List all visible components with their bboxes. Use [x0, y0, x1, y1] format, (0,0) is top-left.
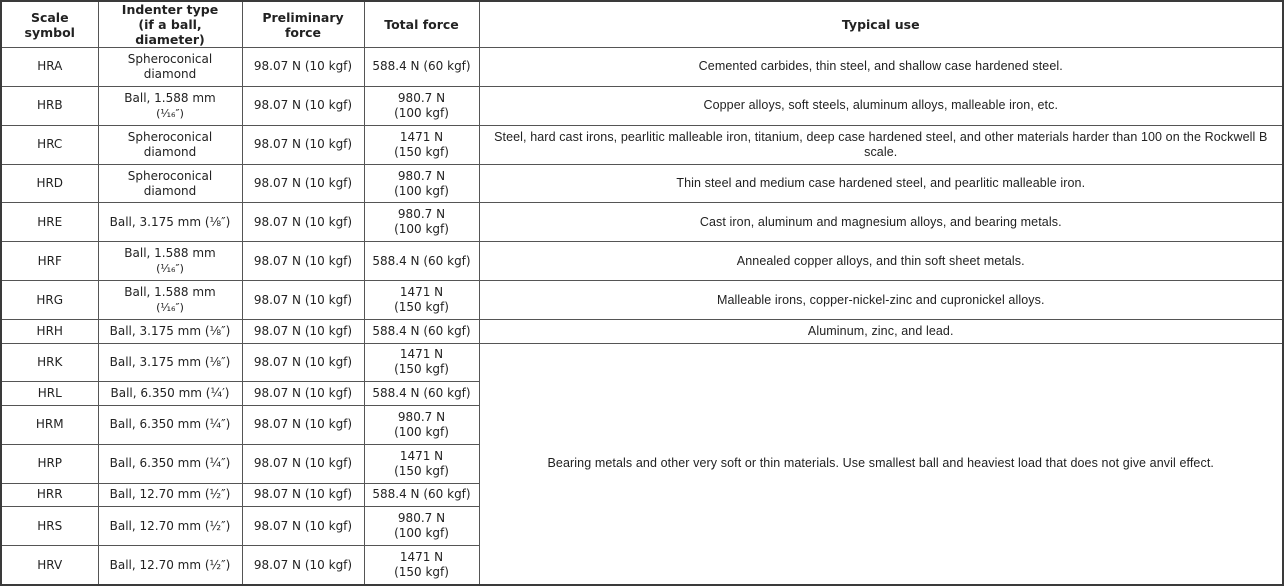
total-force-cell: 588.4 N (60 kgf): [364, 48, 479, 87]
scale-symbol-cell: HRR: [1, 483, 98, 507]
total-force-cell: 1471 N (150 kgf): [364, 281, 479, 320]
typical-use-cell: Steel, hard cast irons, pearlitic malleable iron, titanium, deep case hardened steel, and other materials harder than 100 on the Rockwell B scale.: [479, 125, 1283, 164]
scale-symbol-cell: HRD: [1, 164, 98, 203]
total-force-cell: 980.7 N (100 kgf): [364, 164, 479, 203]
indenter-cell: Spheroconical diamond: [98, 48, 242, 87]
scale-symbol-cell: HRG: [1, 281, 98, 320]
table-row: [1, 320, 1283, 344]
total-force-cell: 1471 N (150 kgf): [364, 125, 479, 164]
total-force-cell: 588.4 N (60 kgf): [364, 382, 479, 406]
header-indenter-type: Indenter type (if a ball, diameter): [98, 1, 242, 48]
scale-symbol-cell: HRP: [1, 444, 98, 483]
preliminary-force-cell: 98.07 N (10 kgf): [242, 242, 364, 281]
typical-use-cell: Aluminum, zinc, and lead.: [479, 320, 1283, 344]
total-force-cell: 588.4 N (60 kgf): [364, 242, 479, 281]
typical-use-cell: Copper alloys, soft steels, aluminum alloys, malleable iron, etc.: [479, 86, 1283, 125]
total-force-cell: 980.7 N (100 kgf): [364, 203, 479, 242]
preliminary-force-cell: 98.07 N (10 kgf): [242, 483, 364, 507]
table-row: [1, 203, 1283, 242]
total-force-cell: 588.4 N (60 kgf): [364, 320, 479, 344]
indenter-cell: Ball, 3.175 mm (⅛″): [98, 203, 242, 242]
table-row: [1, 343, 1283, 382]
scale-symbol-cell: HRB: [1, 86, 98, 125]
preliminary-force-cell: 98.07 N (10 kgf): [242, 343, 364, 382]
table-row: [1, 281, 1283, 320]
total-force-cell: 1471 N (150 kgf): [364, 444, 479, 483]
total-force-cell: 1471 N (150 kgf): [364, 546, 479, 586]
typical-use-cell: Malleable irons, copper-nickel-zinc and cupronickel alloys.: [479, 281, 1283, 320]
scale-symbol-cell: HRS: [1, 507, 98, 546]
indenter-cell: Ball, 1.588 mm (¹⁄₁₆″): [98, 86, 242, 125]
preliminary-force-cell: 98.07 N (10 kgf): [242, 164, 364, 203]
scale-symbol-cell: HRF: [1, 242, 98, 281]
header-typical-use: Typical use: [479, 1, 1283, 48]
indenter-cell: Ball, 6.350 mm (¼″): [98, 444, 242, 483]
table-row: [1, 164, 1283, 203]
header-row: [1, 1, 1283, 48]
preliminary-force-cell: 98.07 N (10 kgf): [242, 320, 364, 344]
scale-symbol-cell: HRL: [1, 382, 98, 406]
typical-use-cell: Annealed copper alloys, and thin soft sheet metals.: [479, 242, 1283, 281]
typical-use-cell: Cast iron, aluminum and magnesium alloys, and bearing metals.: [479, 203, 1283, 242]
preliminary-force-cell: 98.07 N (10 kgf): [242, 546, 364, 586]
indenter-cell: Ball, 6.350 mm (¼″): [98, 405, 242, 444]
total-force-cell: 980.7 N (100 kgf): [364, 507, 479, 546]
scale-symbol-cell: HRC: [1, 125, 98, 164]
indenter-cell: Spheroconical diamond: [98, 164, 242, 203]
header-preliminary-force: Preliminary force: [242, 1, 364, 48]
typical-use-cell: Cemented carbides, thin steel, and shallow case hardened steel.: [479, 48, 1283, 87]
indenter-cell: Ball, 1.588 mm (¹⁄₁₆″): [98, 281, 242, 320]
total-force-cell: 588.4 N (60 kgf): [364, 483, 479, 507]
total-force-cell: 980.7 N (100 kgf): [364, 405, 479, 444]
indenter-cell: Ball, 1.588 mm (¹⁄₁₆″): [98, 242, 242, 281]
preliminary-force-cell: 98.07 N (10 kgf): [242, 281, 364, 320]
preliminary-force-cell: 98.07 N (10 kgf): [242, 507, 364, 546]
header-scale-symbol: Scale symbol: [1, 1, 98, 48]
preliminary-force-cell: 98.07 N (10 kgf): [242, 203, 364, 242]
total-force-cell: 980.7 N (100 kgf): [364, 86, 479, 125]
scale-symbol-cell: HRA: [1, 48, 98, 87]
table-row: [1, 125, 1283, 164]
scale-symbol-cell: HRH: [1, 320, 98, 344]
total-force-cell: 1471 N (150 kgf): [364, 343, 479, 382]
preliminary-force-cell: 98.07 N (10 kgf): [242, 48, 364, 87]
scale-symbol-cell: HRM: [1, 405, 98, 444]
preliminary-force-cell: 98.07 N (10 kgf): [242, 405, 364, 444]
indenter-cell: Ball, 12.70 mm (½″): [98, 507, 242, 546]
indenter-cell: Ball, 3.175 mm (⅛″): [98, 343, 242, 382]
indenter-cell: Ball, 12.70 mm (½″): [98, 483, 242, 507]
preliminary-force-cell: 98.07 N (10 kgf): [242, 382, 364, 406]
table-row: [1, 242, 1283, 281]
preliminary-force-cell: 98.07 N (10 kgf): [242, 125, 364, 164]
preliminary-force-cell: 98.07 N (10 kgf): [242, 444, 364, 483]
indenter-cell: Ball, 12.70 mm (½″): [98, 546, 242, 586]
indenter-cell: Ball, 6.350 mm (¼′): [98, 382, 242, 406]
scale-symbol-cell: HRK: [1, 343, 98, 382]
scale-symbol-cell: HRE: [1, 203, 98, 242]
indenter-cell: Ball, 3.175 mm (⅛″): [98, 320, 242, 344]
typical-use-cell-merged: Bearing metals and other very soft or thin materials. Use smallest ball and heaviest load that does not give anvil effect.: [479, 343, 1283, 585]
indenter-cell: Spheroconical diamond: [98, 125, 242, 164]
scale-symbol-cell: HRV: [1, 546, 98, 586]
typical-use-cell: Thin steel and medium case hardened steel, and pearlitic malleable iron.: [479, 164, 1283, 203]
table-row: [1, 48, 1283, 87]
table-row: [1, 86, 1283, 125]
preliminary-force-cell: 98.07 N (10 kgf): [242, 86, 364, 125]
header-total-force: Total force: [364, 1, 479, 48]
